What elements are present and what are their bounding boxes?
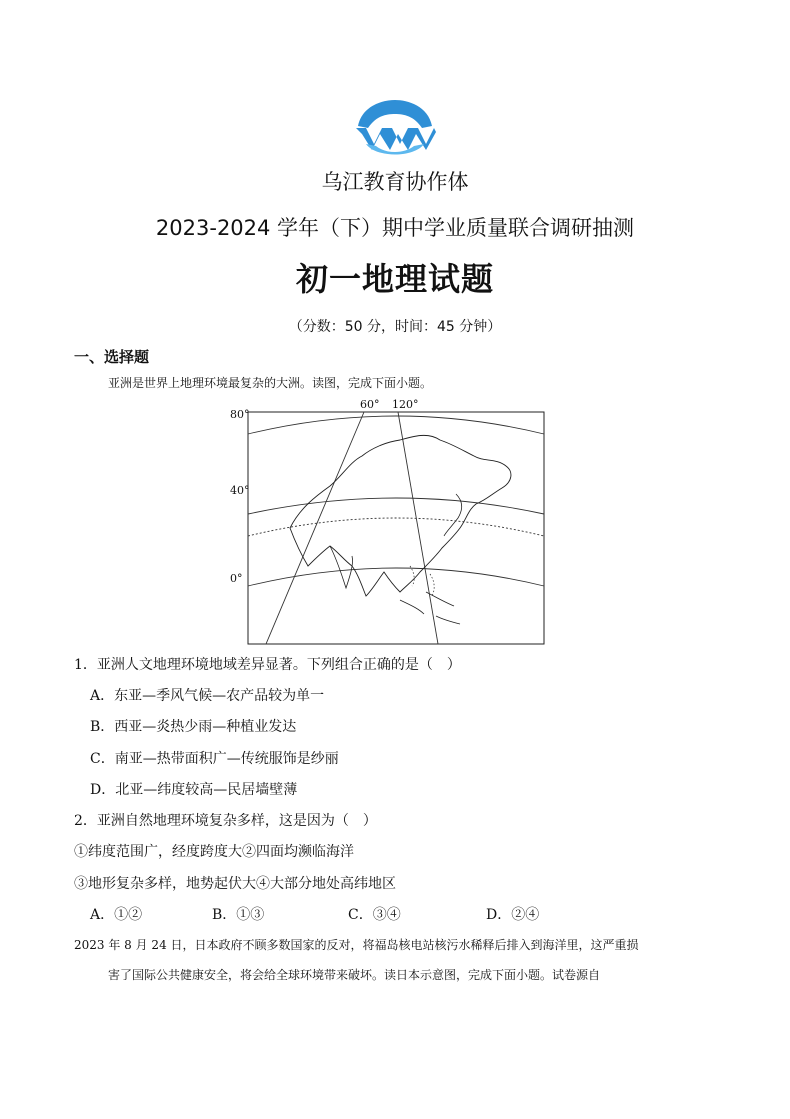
exam-meta: （分数：50 分，时间：45 分钟） bbox=[288, 319, 502, 335]
q1-stem: 1．亚洲人文地理环境地域差异显著。下列组合正确的是（ ） bbox=[74, 657, 461, 673]
q1-option-d[interactable]: D．北亚—纬度较高—民居墙壁薄 bbox=[90, 782, 298, 798]
q2-option-d[interactable]: D．②④ bbox=[486, 907, 540, 923]
lon-label-60: 60° bbox=[360, 398, 380, 411]
logo-icon bbox=[352, 98, 438, 160]
asia-map bbox=[230, 396, 550, 652]
page-title: 初一地理试题 bbox=[295, 260, 494, 298]
q2-option-c[interactable]: C．③④ bbox=[348, 907, 401, 923]
q1-option-b[interactable]: B．西亚—炎热少雨—种植业发达 bbox=[90, 719, 297, 735]
section-title: 一、选择题 bbox=[74, 348, 150, 366]
q2-statement-2: ③地形复杂多样，地势起伏大④大部分地处高纬地区 bbox=[74, 876, 396, 892]
organization-name: 乌江教育协作体 bbox=[321, 170, 469, 194]
group1-intro: 亚洲是世界上地理环境最复杂的大洲。读图，完成下面小题。 bbox=[108, 376, 433, 390]
group2-intro-line1: 2023 年 8 月 24 日，日本政府不顾多数国家的反对，将福岛核电站核污水稀释后排入到海洋里，这严重损 bbox=[74, 938, 639, 952]
q2-option-a[interactable]: A．①② bbox=[90, 907, 143, 923]
lat-label-80: 80° bbox=[230, 408, 250, 421]
lon-label-120: 120° bbox=[392, 398, 419, 411]
q2-option-b[interactable]: B．①③ bbox=[212, 907, 265, 923]
lat-label-40: 40° bbox=[230, 484, 250, 497]
group2-intro-line2: 害了国际公共健康安全，将会给全球环境带来破坏。读日本示意图，完成下面小题。试卷源自 bbox=[108, 968, 601, 982]
q2-statement-1: ①纬度范围广，经度跨度大②四面均濒临海洋 bbox=[74, 844, 354, 860]
lat-label-0: 0° bbox=[230, 572, 243, 585]
q1-option-a[interactable]: A．东亚—季风气候—农产品较为单一 bbox=[90, 688, 325, 704]
logo bbox=[352, 98, 438, 160]
exam-name: 2023-2024 学年（下）期中学业质量联合调研抽测 bbox=[155, 216, 635, 240]
q1-option-c[interactable]: C．南亚—热带面积广—传统服饰是纱丽 bbox=[90, 751, 339, 767]
q2-stem: 2．亚洲自然地理环境复杂多样，这是因为（ ） bbox=[74, 813, 377, 829]
